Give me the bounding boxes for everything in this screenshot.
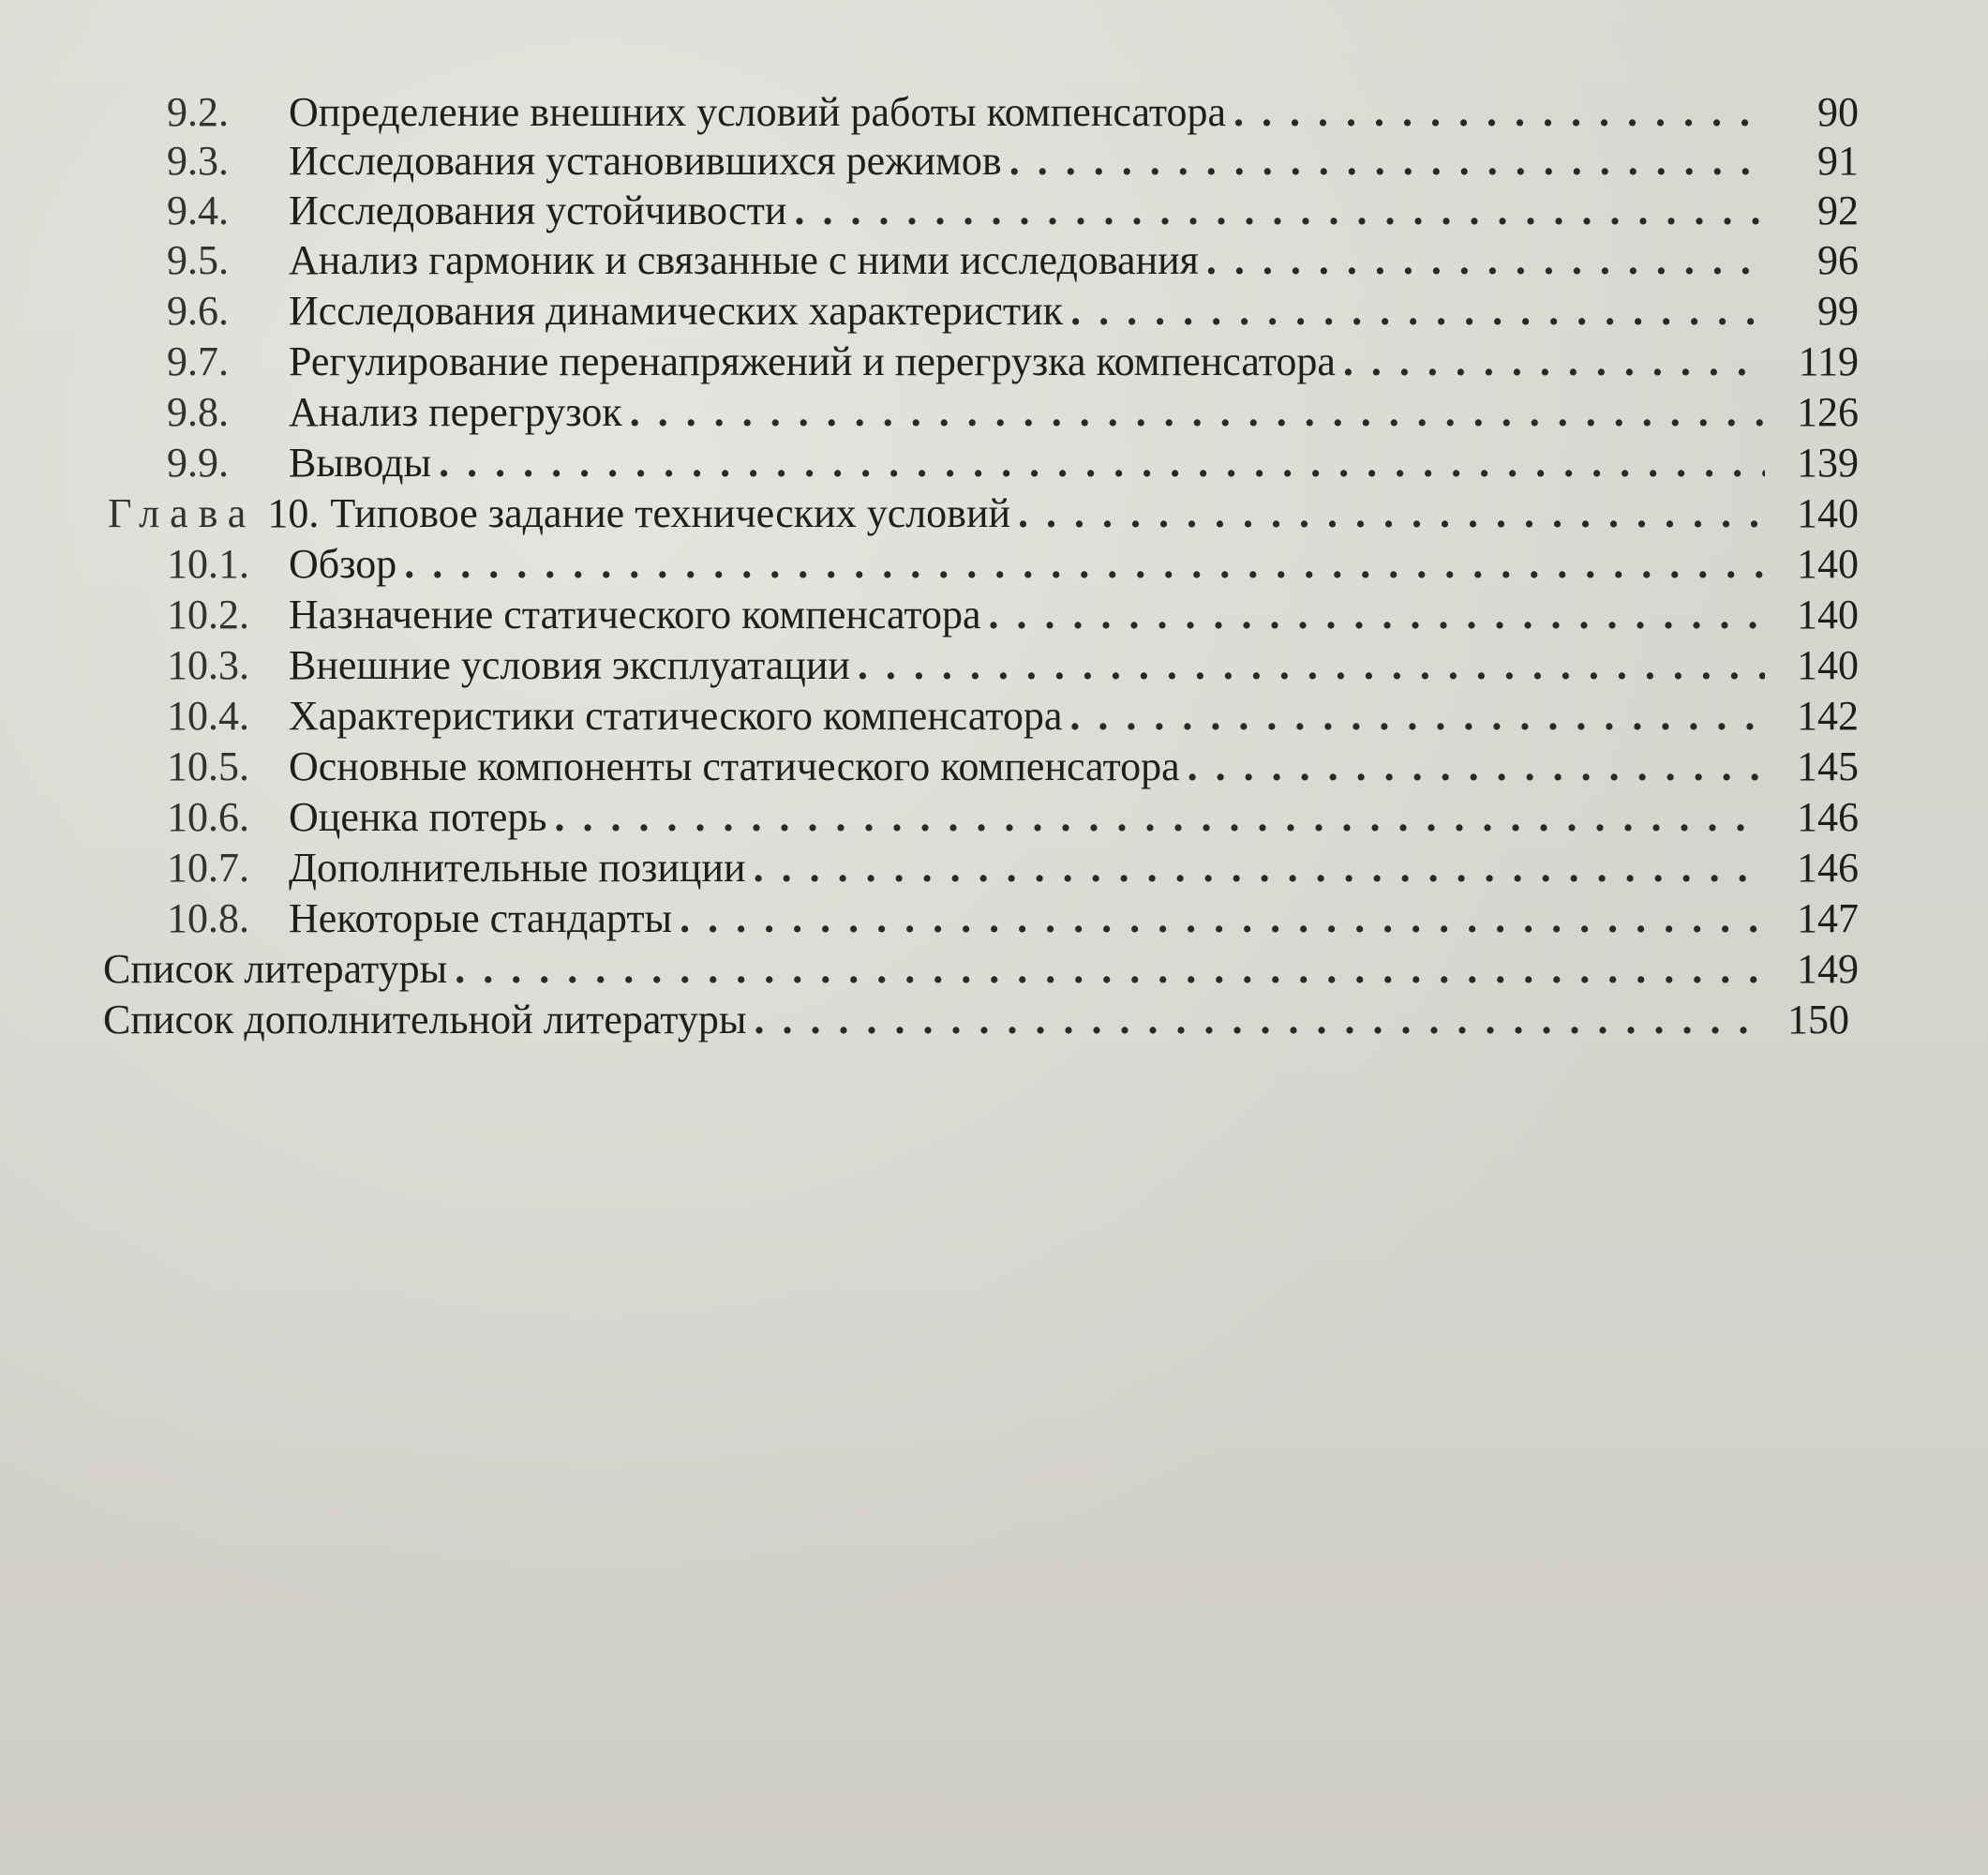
chapter-title: Типовое задание технических условий <box>330 490 1011 536</box>
dot-leader <box>1018 486 1765 542</box>
toc-entry-title: Определение внешних условий работы компенсатора <box>289 89 1227 135</box>
toc-entry-10-6 <box>167 789 1859 846</box>
toc-entry-number: 10.7. <box>167 845 249 891</box>
toc-entry-title: Исследования динамических характеристик <box>289 288 1064 334</box>
toc-entry-number: 10.2. <box>167 592 249 638</box>
toc-entry-number: 10.6. <box>167 794 249 840</box>
dot-leader <box>404 536 1765 592</box>
toc-entry-number: 9.9. <box>167 440 229 486</box>
toc-entry-page: 146 <box>1797 794 1859 840</box>
dot-leader <box>1069 688 1765 744</box>
toc-entry-page: 140 <box>1797 642 1859 688</box>
toc-entry-number: 9.3. <box>167 138 229 184</box>
toc-entry-page: 91 <box>1817 138 1859 184</box>
toc-entry-10-7 <box>167 840 1859 896</box>
toc-entry-number: 9.4. <box>167 188 229 233</box>
toc-entry-title: Внешние условия эксплуатации <box>289 642 850 688</box>
toc-entry-title: Исследования установившихся режимов <box>289 138 1002 184</box>
dot-leader <box>1070 283 1765 339</box>
toc-entry-9-4 <box>167 183 1859 239</box>
toc-entry-number: 9.7. <box>167 338 229 384</box>
toc-entry-number: 10.8. <box>167 895 249 941</box>
toc-entry-page: 119 <box>1798 338 1859 384</box>
toc-entry-page: 147 <box>1797 895 1859 941</box>
toc-entry-10-5 <box>167 739 1859 795</box>
toc-entry-page: 99 <box>1817 288 1859 334</box>
toc-entry-page: 145 <box>1797 743 1859 789</box>
toc-entry-page: 142 <box>1797 693 1859 739</box>
toc-entry-9-9 <box>167 435 1859 491</box>
toc-entry-10-1 <box>167 536 1859 592</box>
toc-entry-10-4 <box>167 688 1859 744</box>
toc-entry-page: 146 <box>1797 845 1859 891</box>
chapter-label: Глава <box>108 490 257 536</box>
dot-leader <box>1206 232 1765 289</box>
toc-entry-number: 10.4. <box>167 693 249 739</box>
dot-leader <box>754 840 1765 896</box>
toc-entry-title: Выводы <box>289 440 432 486</box>
chapter-page: 140 <box>1797 490 1859 536</box>
dot-leader <box>1233 84 1765 141</box>
toc-entry-9-3 <box>167 133 1859 189</box>
chapter-number: 10. <box>267 490 320 536</box>
toc-entry-10-3 <box>167 638 1859 694</box>
toc-entry-number: 9.2. <box>167 89 229 135</box>
toc-entry-title: Основные компоненты статического компенсатора <box>289 743 1180 789</box>
toc-entry-9-7 <box>167 334 1859 390</box>
toc-entry-title: Исследования устойчивости <box>289 188 787 233</box>
toc-entry-number: 10.5. <box>167 743 249 789</box>
toc-entry-number: 9.5. <box>167 237 229 283</box>
dot-leader <box>630 384 1765 441</box>
toc-entry-10-8 <box>167 891 1859 947</box>
toc-chapter-10 <box>108 486 1859 542</box>
toc-entry-title: Анализ гармоник и связанные с ними исследования <box>289 237 1199 283</box>
toc-entry-page: 90 <box>1817 89 1859 135</box>
dot-leader <box>1343 334 1765 390</box>
dot-leader <box>794 183 1765 239</box>
toc-entry-title: Обзор <box>289 541 397 587</box>
toc-entry-title: Список дополнительной литературы <box>103 997 747 1042</box>
dot-leader <box>858 638 1765 694</box>
toc-entry-title: Оценка потерь <box>289 794 547 840</box>
toc-entry-9-5 <box>167 232 1859 289</box>
toc-entry-number: 9.8. <box>167 389 229 435</box>
toc-entry-page: 126 <box>1797 389 1859 435</box>
toc-entry-page: 92 <box>1817 188 1859 233</box>
toc-entry-page: 149 <box>1797 946 1859 992</box>
dot-leader <box>455 941 1765 998</box>
dot-leader <box>439 435 1765 491</box>
toc-entry-number: 10.1. <box>167 541 249 587</box>
toc-entry-title: Список литературы <box>103 946 448 992</box>
toc-entry-references <box>103 941 1859 998</box>
toc-entry-page: 139 <box>1797 440 1859 486</box>
toc-entry-additional-references <box>103 992 1849 1048</box>
toc-entry-title: Дополнительные позиции <box>289 845 746 891</box>
toc-entry-title: Регулирование перенапряжений и перегрузка компенсатора <box>289 338 1336 384</box>
toc-entry-10-2 <box>167 587 1859 643</box>
toc-entry-page: 150 <box>1787 997 1849 1042</box>
dot-leader <box>1188 739 1765 795</box>
toc-entry-9-2 <box>167 84 1859 141</box>
toc-entry-number: 10.3. <box>167 642 249 688</box>
toc-entry-title: Некоторые стандарты <box>289 895 673 941</box>
toc-entry-title: Анализ перегрузок <box>289 389 622 435</box>
toc-entry-title: Назначение статического компенсатора <box>289 592 981 638</box>
toc-entry-number: 9.6. <box>167 288 229 334</box>
dot-leader <box>755 992 1756 1048</box>
dot-leader <box>989 587 1765 643</box>
toc-entry-9-8 <box>167 384 1859 441</box>
toc-entry-title: Характеристики статического компенсатора <box>289 693 1063 739</box>
dot-leader <box>554 789 1765 846</box>
dot-leader <box>680 891 1765 947</box>
toc-entry-page: 96 <box>1817 237 1859 283</box>
dot-leader <box>1009 133 1765 189</box>
toc-entry-9-6 <box>167 283 1859 339</box>
toc-entry-page: 140 <box>1797 541 1859 587</box>
toc-entry-page: 140 <box>1797 592 1859 638</box>
